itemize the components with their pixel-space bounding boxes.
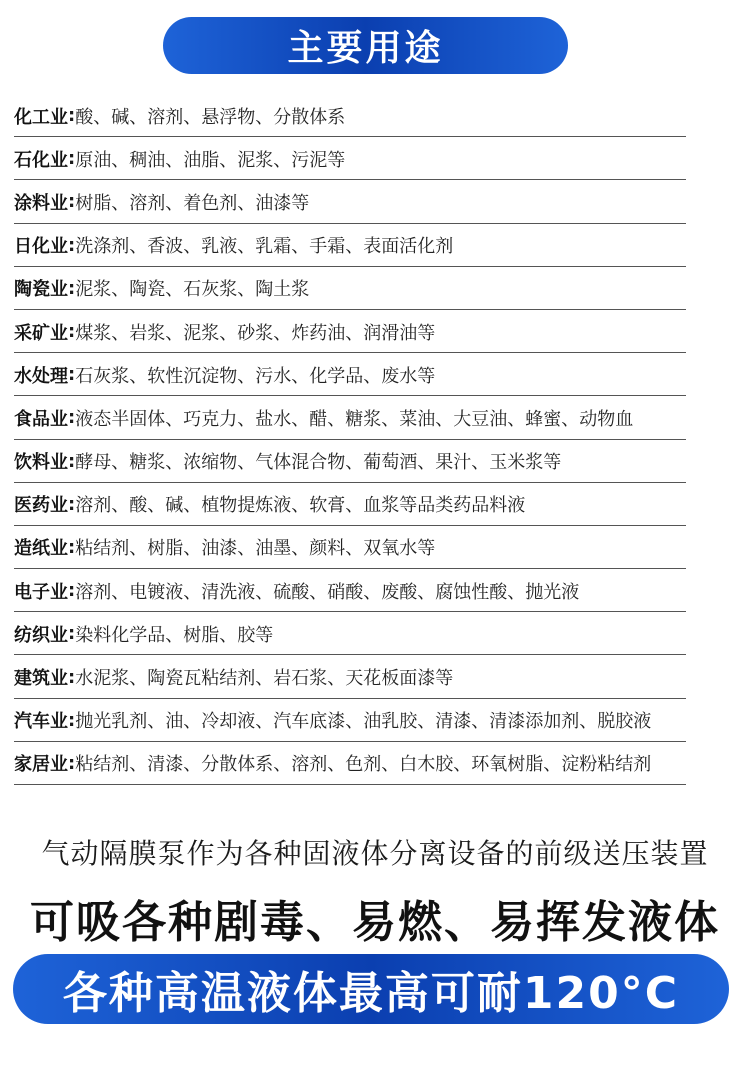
usage-row [14, 569, 734, 612]
usage-row [14, 267, 734, 310]
usage-row-colon: : [68, 277, 76, 299]
usage-row-items: 粘结剂、清漆、分散体系、溶剂、色剂、白木胶、环氧树脂、淀粉粘结剂 [75, 754, 652, 776]
usage-row-items: 洗涤剂、香波、乳液、乳霜、手霜、表面活化剂 [75, 236, 454, 258]
usage-row [14, 180, 734, 223]
usage-row-items: 染料化学品、树脂、胶等 [75, 624, 274, 646]
usage-row-items: 泥浆、陶瓷、石灰浆、陶土浆 [75, 279, 310, 301]
usage-row-label: 纺织业 [14, 624, 68, 646]
usage-row [14, 526, 734, 569]
temperature-banner [13, 954, 729, 1024]
usage-row-colon: : [68, 364, 76, 386]
usage-row-items: 酸、碱、溶剂、悬浮物、分散体系 [75, 106, 346, 128]
usage-row [14, 483, 734, 526]
usage-row-label: 饮料业 [14, 452, 68, 474]
usage-row-items: 抛光乳剂、油、冷却液、汽车底漆、油乳胶、清漆、清漆添加剂、脱胶液 [75, 711, 652, 733]
usage-row-label: 石化业 [14, 149, 68, 171]
usage-row-items: 石灰浆、软性沉淀物、污水、化学品、废水等 [75, 365, 436, 387]
usage-row-label: 陶瓷业 [14, 279, 68, 301]
usage-row-colon: : [68, 191, 76, 213]
usage-row [14, 224, 734, 267]
usage-row [14, 655, 734, 698]
usage-row-label: 电子业 [14, 581, 68, 603]
usage-row-label: 化工业 [14, 106, 68, 128]
usage-row-colon: : [68, 536, 76, 558]
usage-row [14, 353, 734, 396]
temperature-text: 各种高温液体最高可耐120°C [62, 968, 680, 1019]
usage-row [14, 742, 734, 785]
usage-row-items: 原油、稠油、油脂、泥浆、污泥等 [75, 149, 346, 171]
usage-list [14, 94, 734, 785]
usage-row-label: 水处理 [14, 365, 68, 387]
usage-row-items: 煤浆、岩浆、泥浆、砂浆、炸药油、润滑油等 [75, 322, 436, 344]
usage-row-items: 溶剂、酸、碱、植物提炼液、软膏、血浆等品类药品料液 [75, 495, 526, 517]
usage-row-colon: : [68, 709, 76, 731]
usage-row-colon: : [68, 752, 76, 774]
page-title: 主要用途 [287, 28, 444, 69]
usage-row-colon: : [68, 105, 76, 127]
usage-row [14, 612, 734, 655]
highlight-line: 可吸各种剧毒、易燃、易挥发液体 [30, 897, 720, 948]
usage-row-label: 建筑业 [14, 668, 68, 690]
usage-row [14, 396, 734, 439]
usage-row-items: 树脂、溶剂、着色剂、油漆等 [75, 192, 310, 214]
usage-row-colon: : [68, 580, 76, 602]
usage-row-label: 日化业 [14, 236, 68, 258]
usage-row [14, 440, 734, 483]
usage-row [14, 310, 734, 353]
description-line: 气动隔膜泵作为各种固液体分离设备的前级送压装置 [41, 837, 709, 870]
usage-row-colon: : [68, 234, 76, 256]
usage-row-label: 造纸业 [14, 538, 68, 560]
usage-row [14, 137, 734, 180]
usage-row [14, 699, 734, 742]
usage-row-colon: : [68, 321, 76, 343]
usage-row-items: 酵母、糖浆、浓缩物、气体混合物、葡萄酒、果汁、玉米浆等 [75, 452, 562, 474]
usage-row-colon: : [68, 666, 76, 688]
usage-row-items: 液态半固体、巧克力、盐水、醋、糖浆、菜油、大豆油、蜂蜜、动物血 [75, 408, 634, 430]
usage-row-label: 医药业 [14, 495, 68, 517]
usage-row-colon: : [68, 450, 76, 472]
usage-row-items: 溶剂、电镀液、清洗液、硫酸、硝酸、废酸、腐蚀性酸、抛光液 [75, 581, 580, 603]
usage-row-label: 家居业 [14, 754, 68, 776]
usage-row [14, 94, 734, 137]
usage-row-colon: : [68, 623, 76, 645]
usage-row-label: 汽车业 [14, 711, 68, 733]
usage-row-label: 采矿业 [14, 322, 68, 344]
usage-row-colon: : [68, 493, 76, 515]
usage-row-colon: : [68, 407, 76, 429]
usage-row-label: 涂料业 [14, 192, 68, 214]
usage-row-items: 粘结剂、树脂、油漆、油墨、颜料、双氧水等 [75, 538, 436, 560]
usage-row-label: 食品业 [14, 408, 68, 430]
title-banner [163, 17, 568, 74]
usage-row-colon: : [68, 148, 76, 170]
usage-row-items: 水泥浆、陶瓷瓦粘结剂、岩石浆、天花板面漆等 [75, 668, 454, 690]
